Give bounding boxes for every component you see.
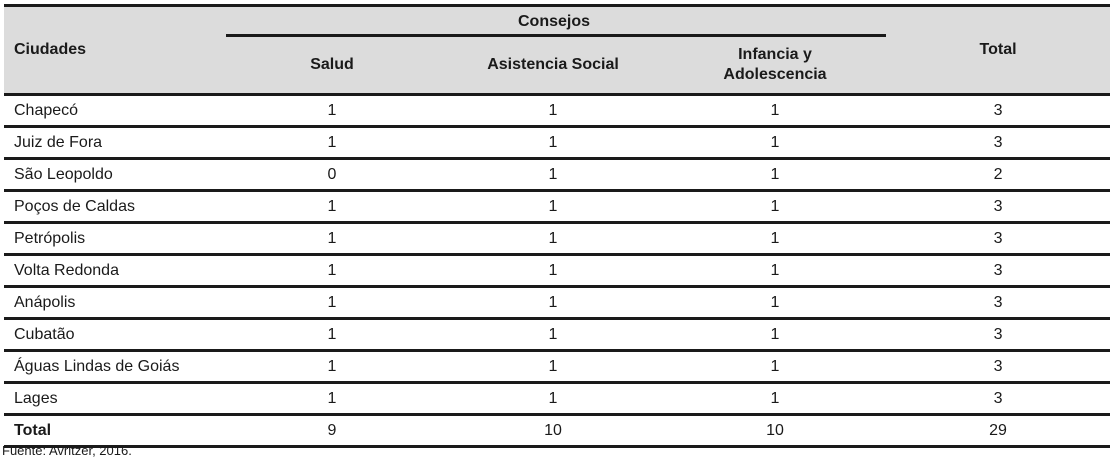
city-cell: Juiz de Fora	[4, 127, 222, 159]
infancia-adolescencia-cell: 1	[664, 255, 886, 287]
city-cell: Cubatão	[4, 319, 222, 351]
column-header-infancia-adolescencia	[664, 37, 886, 95]
table-row	[4, 255, 1110, 287]
salud-cell: 1	[222, 287, 442, 319]
asistencia-social-cell: 1	[442, 287, 664, 319]
column-group-header-councils	[222, 6, 886, 38]
asistencia-social-cell: 1	[442, 319, 664, 351]
infancia-adolescencia-cell: 1	[664, 287, 886, 319]
city-cell: Volta Redonda	[4, 255, 222, 287]
infancia-adolescencia-cell: 1	[664, 191, 886, 223]
table-row	[4, 351, 1110, 383]
asistencia-social-cell: 1	[442, 223, 664, 255]
table-row	[4, 191, 1110, 223]
table-row	[4, 287, 1110, 319]
salud-cell: 1	[222, 383, 442, 415]
row-total-cell: 3	[886, 287, 1110, 319]
asistencia-social-cell: 1	[442, 127, 664, 159]
salud-cell: 1	[222, 351, 442, 383]
row-total-cell: 2	[886, 159, 1110, 191]
total-salud: 9	[222, 415, 442, 447]
city-cell: Poços de Caldas	[4, 191, 222, 223]
salud-cell: 1	[222, 319, 442, 351]
table-row	[4, 127, 1110, 159]
asistencia-social-cell: 1	[442, 95, 664, 127]
total-row-label: Total	[4, 415, 222, 447]
column-header-asistencia-social: Asistencia Social	[442, 37, 664, 95]
infancia-adolescencia-cell: 1	[664, 319, 886, 351]
salud-cell: 1	[222, 191, 442, 223]
column-header-infancia-label: Infancia y Adolescencia	[723, 46, 827, 83]
city-cell: Águas Lindas de Goiás	[4, 351, 222, 383]
row-total-cell: 3	[886, 255, 1110, 287]
salud-cell: 1	[222, 223, 442, 255]
asistencia-social-cell: 1	[442, 159, 664, 191]
infancia-adolescencia-cell: 1	[664, 95, 886, 127]
column-header-total: Total	[886, 6, 1110, 95]
row-total-cell: 3	[886, 351, 1110, 383]
grand-total: 29	[886, 415, 1110, 447]
group-header-divider	[226, 34, 886, 37]
row-total-cell: 3	[886, 319, 1110, 351]
asistencia-social-cell: 1	[442, 351, 664, 383]
row-total-cell: 3	[886, 127, 1110, 159]
total-row	[4, 415, 1110, 447]
infancia-adolescencia-cell: 1	[664, 351, 886, 383]
city-cell: Lages	[4, 383, 222, 415]
salud-cell: 1	[222, 255, 442, 287]
city-cell: Anápolis	[4, 287, 222, 319]
salud-cell: 1	[222, 127, 442, 159]
infancia-adolescencia-cell: 1	[664, 127, 886, 159]
column-header-cities: Ciudades	[4, 6, 222, 95]
total-infancia-adolescencia: 10	[664, 415, 886, 447]
total-asistencia-social: 10	[442, 415, 664, 447]
table-row	[4, 223, 1110, 255]
infancia-adolescencia-cell: 1	[664, 159, 886, 191]
salud-cell: 0	[222, 159, 442, 191]
city-cell: São Leopoldo	[4, 159, 222, 191]
row-total-cell: 3	[886, 95, 1110, 127]
source-note: Fuente: Avritzer, 2016.	[2, 443, 132, 458]
row-total-cell: 3	[886, 383, 1110, 415]
asistencia-social-cell: 1	[442, 255, 664, 287]
city-cell: Petrópolis	[4, 223, 222, 255]
table-footer	[4, 415, 1110, 447]
infancia-adolescencia-cell: 1	[664, 383, 886, 415]
column-header-salud: Salud	[222, 37, 442, 95]
column-group-label: Consejos	[518, 13, 591, 30]
city-cell: Chapecó	[4, 95, 222, 127]
table-row	[4, 95, 1110, 127]
asistencia-social-cell: 1	[442, 191, 664, 223]
infancia-adolescencia-cell: 1	[664, 223, 886, 255]
table-row	[4, 319, 1110, 351]
table-body	[4, 95, 1110, 415]
asistencia-social-cell: 1	[442, 383, 664, 415]
councils-table	[4, 4, 1110, 448]
row-total-cell: 3	[886, 191, 1110, 223]
table-row	[4, 159, 1110, 191]
councils-table-container	[4, 4, 1110, 448]
table-header	[4, 6, 1110, 95]
row-total-cell: 3	[886, 223, 1110, 255]
table-row	[4, 383, 1110, 415]
salud-cell: 1	[222, 95, 442, 127]
